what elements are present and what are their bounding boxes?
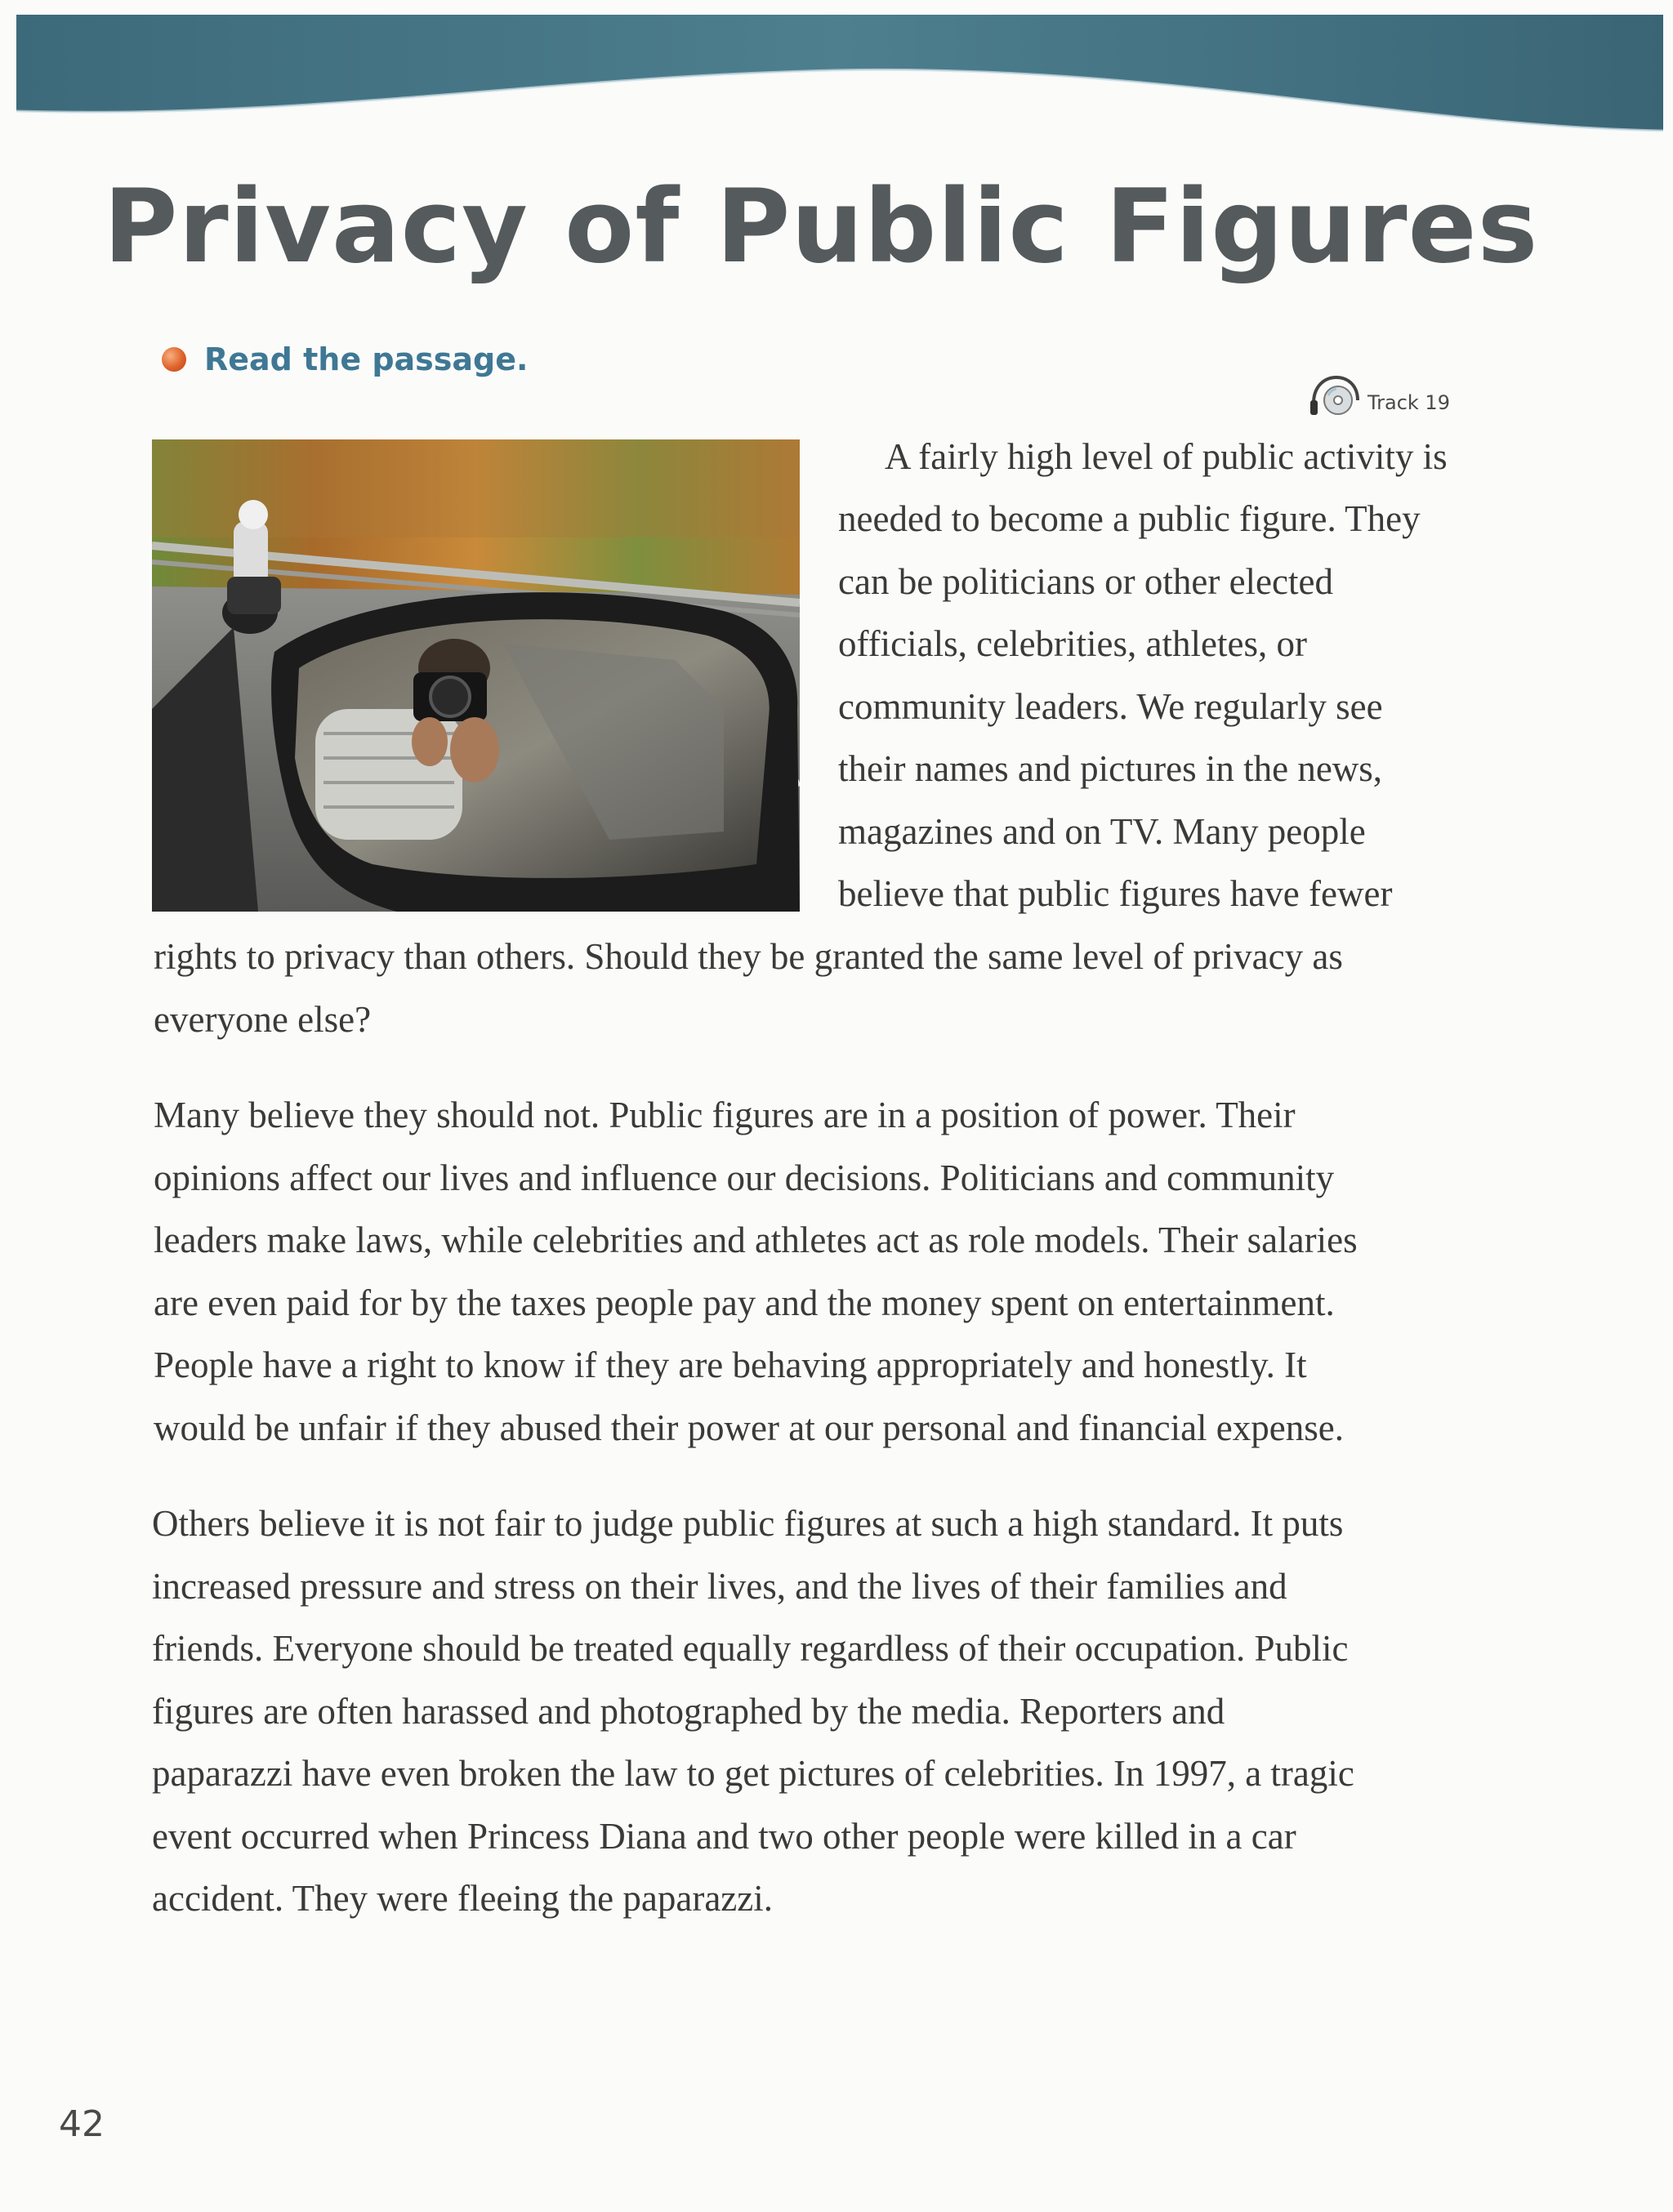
paragraph-2-line-5: People have a right to know if they are behaving appropriately and honestly. It bbox=[154, 1345, 1307, 1385]
paragraph-2-line-6: would be unfair if they abused their power at our personal and financial expense. bbox=[154, 1407, 1344, 1448]
paragraph-3-line-5: paparazzi have even broken the law to get pictures of celebrities. In 1997, a tragic bbox=[152, 1753, 1354, 1794]
paragraph-1-line-8: believe that public figures have fewer bbox=[838, 873, 1393, 914]
headphones-cd-icon bbox=[1307, 371, 1364, 420]
paragraph-3-line-4: figures are often harassed and photographed by the media. Reporters and bbox=[152, 1691, 1225, 1732]
track-label: Track 19 bbox=[1367, 391, 1450, 414]
paragraph-2-line-2: opinions affect our lives and influence our decisions. Politicians and community bbox=[154, 1157, 1335, 1198]
paragraph-1-line-6: their names and pictures in the news, bbox=[838, 748, 1383, 789]
bullet-icon bbox=[162, 347, 186, 372]
paragraph-3-line-1: Others believe it is not fair to judge public figures at such a high standard. It puts bbox=[152, 1503, 1344, 1544]
page-title: Privacy of Public Figures bbox=[103, 168, 1539, 286]
paragraph-1-line-10: everyone else? bbox=[154, 999, 372, 1040]
audio-track[interactable] bbox=[1307, 371, 1450, 420]
paragraph-1-line-1: A fairly high level of public activity is bbox=[885, 436, 1448, 477]
instruction-text: Read the passage. bbox=[204, 341, 529, 377]
header-banner bbox=[16, 15, 1663, 137]
paragraph-2-line-3: leaders make laws, while celebrities and athletes act as role models. Their salaries bbox=[154, 1220, 1358, 1260]
paragraph-2-line-4: are even paid for by the taxes people pay and the money spent on entertainment. bbox=[154, 1282, 1335, 1323]
paragraph-3-line-3: friends. Everyone should be treated equally regardless of their occupation. Public bbox=[152, 1628, 1349, 1669]
paragraph-3-line-6: event occurred when Princess Diana and two other people were killed in a car bbox=[152, 1816, 1296, 1857]
paragraph-1-line-2: needed to become a public figure. They bbox=[838, 498, 1421, 539]
paragraph-1-line-5: community leaders. We regularly see bbox=[838, 686, 1383, 727]
page-number: 42 bbox=[59, 2103, 105, 2145]
paragraph-3-line-7: accident. They were fleeing the paparazzi. bbox=[152, 1878, 773, 1919]
instruction bbox=[162, 341, 528, 377]
paragraph-3-line-2: increased pressure and stress on their lives, and the lives of their families and bbox=[152, 1566, 1287, 1607]
paragraph-2-line-1: Many believe they should not. Public figures are in a position of power. Their bbox=[154, 1095, 1296, 1135]
paragraph-1-line-7: magazines and on TV. Many people bbox=[838, 811, 1366, 852]
paragraph-1-line-9: rights to privacy than others. Should they be granted the same level of privacy as bbox=[154, 936, 1343, 977]
paragraph-1-line-3: can be politicians or other elected bbox=[838, 561, 1333, 602]
photo-car-mirror-photographer bbox=[152, 439, 800, 912]
paragraph-1-line-4: officials, celebrities, athletes, or bbox=[838, 623, 1307, 664]
